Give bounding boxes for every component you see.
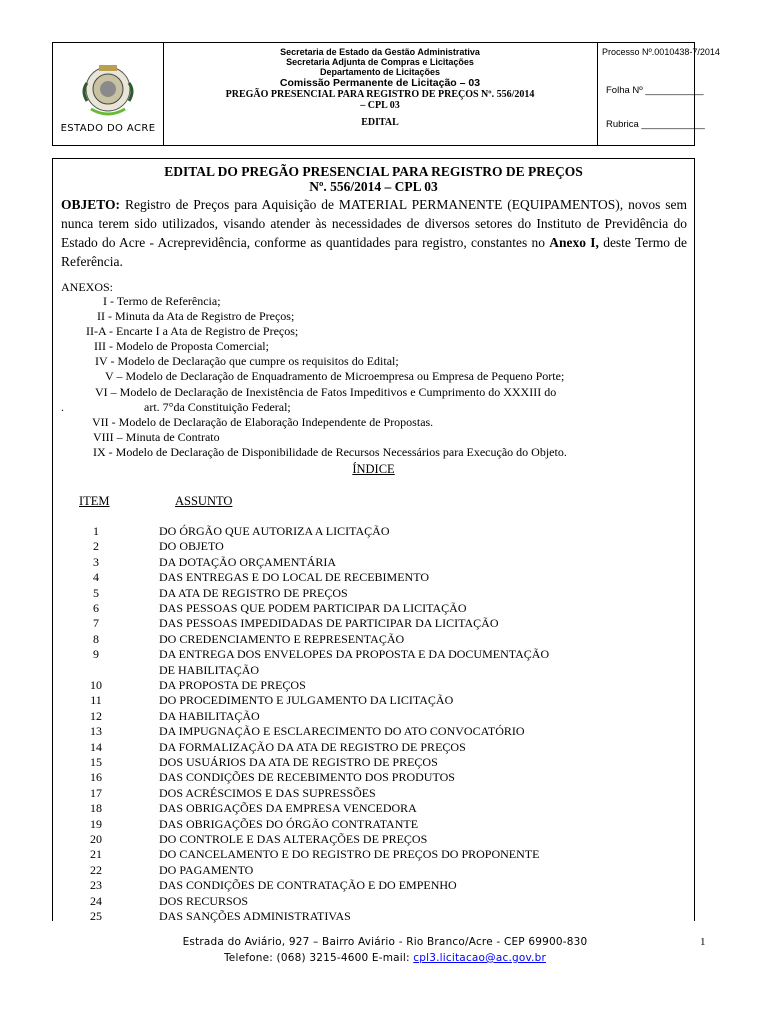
footer-email-link[interactable]: cpl3.licitacao@ac.gov.br xyxy=(413,952,547,964)
index-number: 8 xyxy=(93,631,99,646)
header-line-3: Departamento de Licitações xyxy=(319,67,441,77)
anexo-item: IX - Modelo de Declaração de Disponibilidade de Recursos Necessários para Execução do Objeto. xyxy=(93,445,567,459)
footer-phone: Telefone: (068) 3215-4600 E-mail: xyxy=(223,952,414,964)
index-subject: DAS OBRIGAÇÕES DA EMPRESA VENCEDORA xyxy=(159,801,417,816)
index-number: 19 xyxy=(90,816,102,831)
index-number: 23 xyxy=(90,878,102,893)
index-number: 3 xyxy=(93,554,99,569)
anexo-item: VI – Modelo de Declaração de Inexistência de Fatos Impeditivos e Cumprimento do XXXIII do xyxy=(95,385,557,399)
index-subject: DAS CONDIÇÕES DE RECEBIMENTO DOS PRODUTOS xyxy=(159,770,455,785)
index-subject: DAS PESSOAS IMPEDIDADAS DE PARTICIPAR DA LICITAÇÃO xyxy=(159,616,499,631)
index-subject: DA HABILITAÇÃO xyxy=(159,708,260,723)
index-subject: DOS ACRÉSCIMOS E DAS SUPRESSÕES xyxy=(159,785,376,800)
index-subject: DA PROPOSTA DE PREÇOS xyxy=(159,678,306,692)
index-number: 12 xyxy=(90,708,102,723)
index-number: 13 xyxy=(90,724,102,739)
footer-address: Estrada do Aviário, 927 – Bairro Aviário - Rio Branco/Acre - CEP 69900-830 xyxy=(182,936,588,948)
index-subject: DA ATA DE REGISTRO DE PREÇOS xyxy=(159,585,348,600)
edital-title: EDITAL DO PREGÃO PRESENCIAL PARA REGISTRO DE PREÇOS xyxy=(164,164,583,179)
process-number: Processo Nº.0010438-7/2014 xyxy=(602,47,720,57)
index-subject: DAS ENTREGAS E DO LOCAL DE RECEBIMENTO xyxy=(159,570,429,585)
objeto-label: OBJETO: xyxy=(61,197,121,212)
objeto-end: deste Termo de Referência. xyxy=(61,235,687,269)
index-number: 22 xyxy=(90,862,102,877)
folha-field: Folha Nº ___________ xyxy=(606,85,704,96)
index-number: 20 xyxy=(90,832,102,846)
index-subject: DOS RECURSOS xyxy=(159,893,249,908)
index-number: 16 xyxy=(90,770,102,785)
footer-contact xyxy=(0,952,770,964)
header-line-4: Comissão Permanente de Licitação – 03 xyxy=(279,77,481,89)
column-header-assunto: ASSUNTO xyxy=(175,494,233,508)
rubrica-field: Rubrica ____________ xyxy=(606,119,705,130)
index-subject: DAS PESSOAS QUE PODEM PARTICIPAR DA LICITAÇÃO xyxy=(159,601,467,615)
anexo-item: IV - Modelo de Declaração que cumpre os requisitos do Edital; xyxy=(95,354,399,368)
index-subject: DA DOTAÇÃO ORÇAMENTÁRIA xyxy=(159,554,337,569)
state-label: ESTADO DO ACRE xyxy=(60,123,156,134)
index-subject: DA ENTREGA DOS ENVELOPES DA PROPOSTA E DA DOCUMENTAÇÃO xyxy=(159,647,550,662)
header-line-6: – CPL 03 xyxy=(360,100,400,111)
index-number: 17 xyxy=(90,785,102,800)
index-number: 2 xyxy=(93,539,99,554)
index-number: 11 xyxy=(90,693,102,708)
index-subject: DO ÓRGÃO QUE AUTORIZA A LICITAÇÃO xyxy=(159,524,390,538)
anexo-item: II-A - Encarte I a Ata de Registro de Preços; xyxy=(86,324,299,338)
objeto-paragraph xyxy=(61,195,687,271)
header-process-cell xyxy=(598,43,720,145)
index-number: 25 xyxy=(90,909,102,923)
index-subject: DA IMPUGNAÇÃO E ESCLARECIMENTO DO ATO CONVOCATÓRIO xyxy=(159,724,525,739)
indice-heading: ÍNDICE xyxy=(352,462,395,476)
index-number: 24 xyxy=(90,893,102,908)
anexo-item: I - Termo de Referência; xyxy=(103,294,221,308)
index-subject: DO CANCELAMENTO E DO REGISTRO DE PREÇOS DO PROPONENTE xyxy=(159,847,540,862)
index-subject: DAS CONDIÇÕES DE CONTRATAÇÃO E DO EMPENHO xyxy=(159,878,457,893)
index-subject: DO PAGAMENTO xyxy=(159,862,254,877)
index-subject: DOS USUÁRIOS DA ATA DE REGISTRO DE PREÇOS xyxy=(159,755,438,769)
index-number: 15 xyxy=(90,755,102,769)
edital-subtitle: Nº. 556/2014 – CPL 03 xyxy=(309,179,438,194)
index-number: 18 xyxy=(90,801,102,816)
header-logo-cell xyxy=(53,43,164,145)
header-line-1: Secretaria de Estado da Gestão Administrativa xyxy=(280,47,480,57)
page-number: 1 xyxy=(700,936,706,948)
index-number: 10 xyxy=(90,678,102,692)
anexo-dot: . xyxy=(61,400,64,414)
anexo-item: VII - Modelo de Declaração de Elaboração Independente de Propostas. xyxy=(92,415,434,429)
anexo-item: II - Minuta da Ata de Registro de Preços; xyxy=(97,309,295,323)
index-number: 21 xyxy=(90,847,102,862)
objeto-anexo: Anexo I, xyxy=(549,235,599,250)
anexo-item: art. 7°da Constituição Federal; xyxy=(144,400,291,414)
index-subject: DA FORMALIZAÇÃO DA ATA DE REGISTRO DE PREÇOS xyxy=(159,739,466,754)
index-subject: DE HABILITAÇÃO xyxy=(159,662,260,677)
edital-body xyxy=(52,158,695,921)
anexo-item: V – Modelo de Declaração de Enquadramento de Microempresa ou Empresa de Pequeno Porte; xyxy=(105,369,565,383)
anexo-item: VIII – Minuta de Contrato xyxy=(93,430,220,444)
header-line-2: Secretaria Adjunta de Compras e Licitações xyxy=(286,57,474,67)
header-title-cell xyxy=(163,43,598,145)
index-number: 1 xyxy=(93,524,99,538)
anexos-label: ANEXOS: xyxy=(61,280,114,294)
index-subject: DAS OBRIGAÇÕES DO ÓRGÃO CONTRATANTE xyxy=(159,816,419,831)
anexo-item: III - Modelo de Proposta Comercial; xyxy=(94,339,269,353)
index-number: 7 xyxy=(93,616,99,631)
objeto-text: Registro de Preços para Aquisição de MATERIAL PERMANENTE (EQUIPAMENTOS), novos sem nunca terem sido utilizados, visando atender às necessidades de diversos setores do Instituto de Previdência do Estado do Acre - Acreprevidência, conforme as quantidades para registro, constantes no xyxy=(61,197,687,250)
index-subject: DO PROCEDIMENTO E JULGAMENTO DA LICITAÇÃO xyxy=(159,693,454,708)
column-header-item: ITEM xyxy=(79,494,110,508)
document-header xyxy=(52,42,720,146)
index-number: 14 xyxy=(90,739,102,754)
index-number: 9 xyxy=(93,647,99,662)
index-number: 4 xyxy=(93,570,99,585)
header-line-7: EDITAL xyxy=(361,117,399,128)
index-number: 5 xyxy=(93,585,99,600)
index-subject: DO OBJETO xyxy=(159,539,224,554)
index-subject: DAS SANÇÕES ADMINISTRATIVAS xyxy=(159,909,351,923)
index-number: 6 xyxy=(93,601,99,615)
coat-of-arms-icon xyxy=(77,61,139,123)
header-line-5: PREGÃO PRESENCIAL PARA REGISTRO DE PREÇOS Nº. 556/2014 xyxy=(225,89,535,100)
index-subject: DO CONTROLE E DAS ALTERAÇÕES DE PREÇOS xyxy=(159,832,428,846)
index-subject: DO CREDENCIAMENTO E REPRESENTAÇÃO xyxy=(159,631,405,646)
